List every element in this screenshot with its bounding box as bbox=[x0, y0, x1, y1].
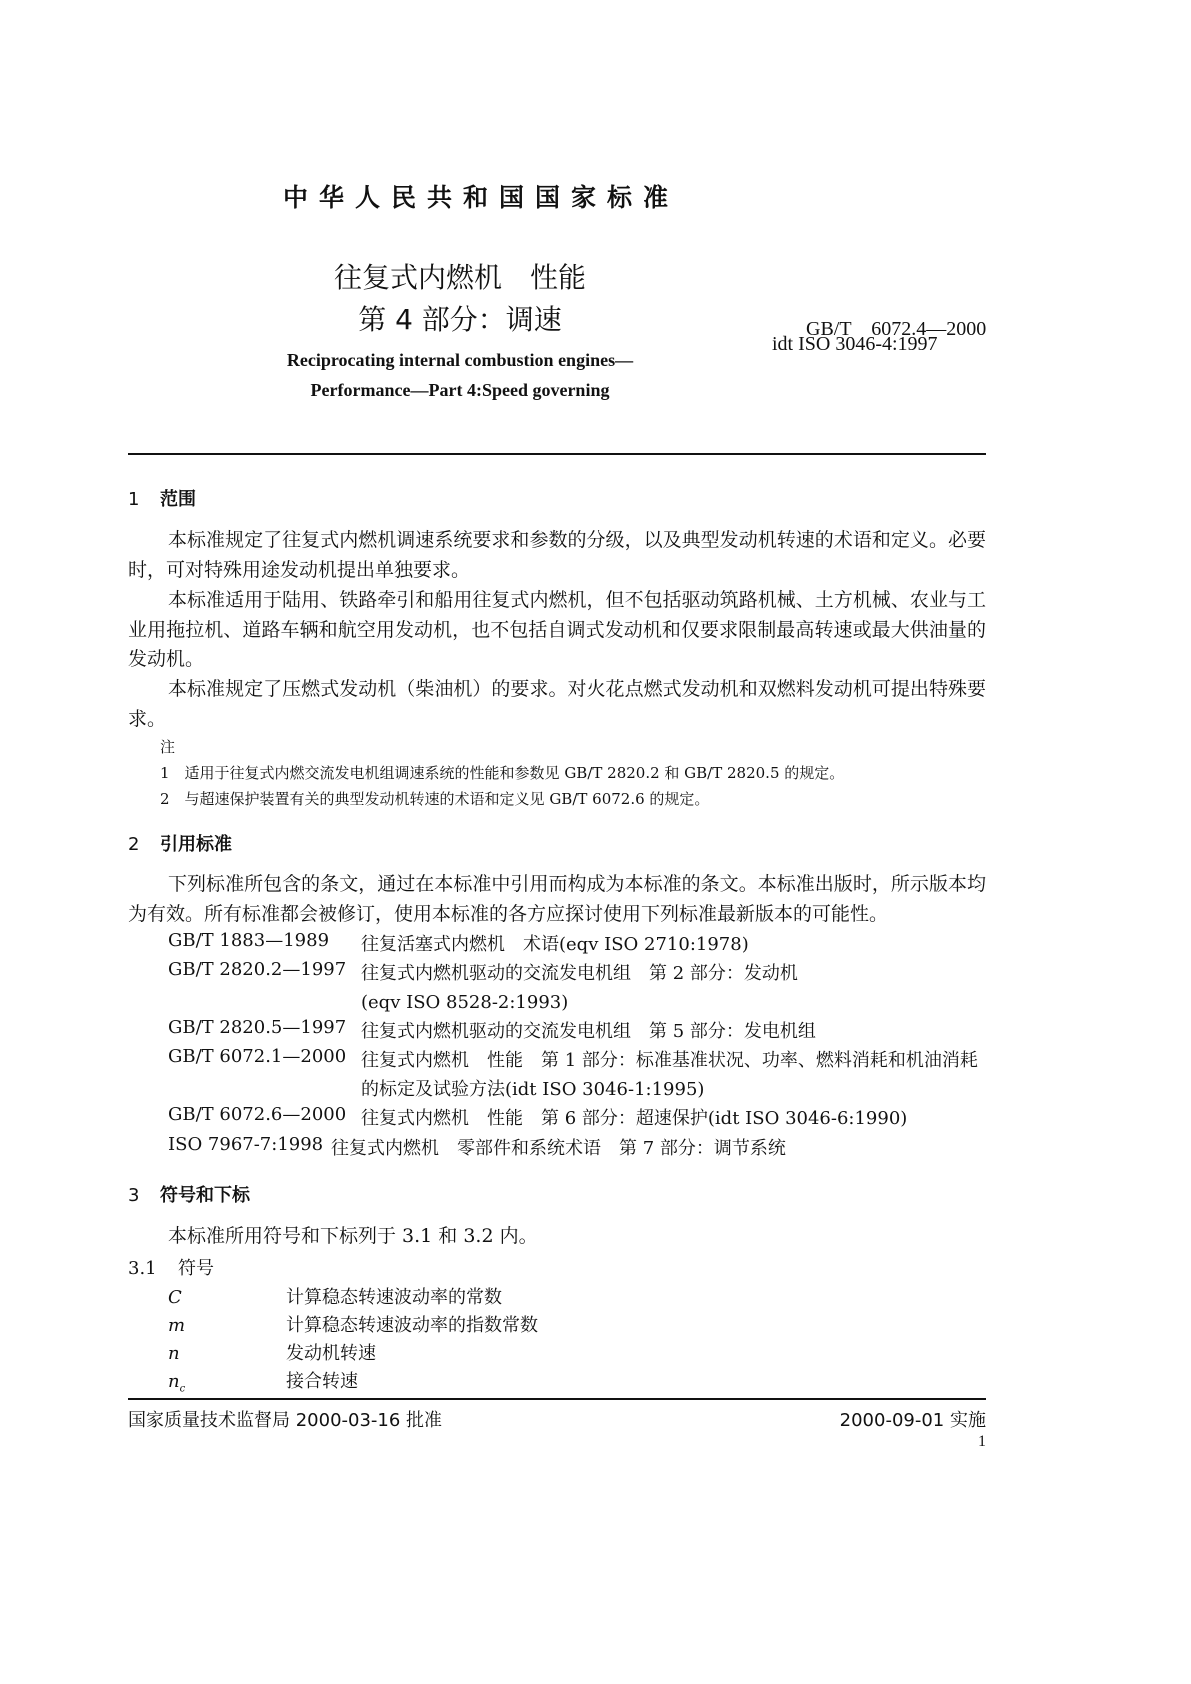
symbol-subscript: c bbox=[179, 1383, 186, 1395]
reference-item bbox=[168, 1104, 986, 1133]
english-title-line1: Reciprocating internal combustion engines— bbox=[286, 350, 634, 370]
symbol-row bbox=[168, 1283, 502, 1309]
reference-desc: 往复式内燃机驱动的交流发电机组 第 5 部分：发电机组 bbox=[361, 1021, 816, 1042]
reference-code: GB/T 6072.6—2000 bbox=[168, 1104, 347, 1125]
symbol-desc: 计算稳态转速波动率的指数常数 bbox=[286, 1315, 538, 1336]
section-3-heading bbox=[128, 1181, 250, 1207]
reference-desc: 往复活塞式内燃机 术语(eqv ISO 2710:1978) bbox=[361, 934, 749, 955]
section-number: 2 bbox=[128, 834, 140, 855]
symbol-desc: 发动机转速 bbox=[286, 1343, 376, 1364]
symbol-row bbox=[168, 1339, 376, 1365]
effective-date: 2000-09-01 实施 bbox=[839, 1410, 986, 1431]
section-number: 1 bbox=[128, 489, 140, 510]
reference-code: GB/T 6072.1—2000 bbox=[168, 1046, 347, 1067]
note-item: 1 适用于往复式内燃交流发电机组调速系统的性能和参数见 GB/T 2820.2 和 GB/T 2820.5 的规定。 bbox=[160, 764, 845, 782]
reference-desc: 往复式内燃机 性能 第 1 部分：标准基准状况、功率、燃料消耗和机油消耗的标定及试验方法(idt ISO 3046-1:1995) bbox=[361, 1050, 978, 1100]
standard-type: 中华人民共和国国家标准 bbox=[283, 183, 680, 212]
paragraph: 本标准适用于陆用、铁路牵引和船用往复式内燃机，但不包括驱动筑路机械、土方机械、农业与工业用拖拉机、道路车辆和航空用发动机，也不包括自调式发动机和仅要求限制最高转速或最大供油量的发动机。 bbox=[128, 589, 986, 670]
symbol: C bbox=[168, 1287, 182, 1308]
symbol-row bbox=[168, 1311, 538, 1337]
reference-item bbox=[168, 1046, 986, 1104]
symbol-desc: 计算稳态转速波动率的常数 bbox=[286, 1287, 502, 1308]
section-2-heading bbox=[128, 830, 232, 856]
title-line2: 第 4 部分：调速 bbox=[358, 303, 562, 336]
page-number: 1 bbox=[978, 1433, 986, 1450]
reference-code: ISO 7967-7:1998 bbox=[168, 1134, 324, 1155]
reference-code: GB/T 2820.5—1997 bbox=[168, 1017, 347, 1038]
english-title-line2: Performance—Part 4:Speed governing bbox=[310, 380, 610, 400]
reference-desc: 往复式内燃机 性能 第 6 部分：超速保护(idt ISO 3046-6:1990) bbox=[361, 1108, 908, 1129]
symbol-desc: 接合转速 bbox=[286, 1371, 358, 1392]
reference-item bbox=[168, 959, 831, 1017]
reference-desc: 往复式内燃机 零部件和系统术语 第 7 部分：调节系统 bbox=[331, 1138, 786, 1159]
symbol-base: n bbox=[168, 1371, 180, 1392]
symbol-row bbox=[168, 1367, 358, 1395]
section-number: 3 bbox=[128, 1185, 140, 1206]
note-item: 2 与超速保护装置有关的典型发动机转速的术语和定义见 GB/T 6072.6 的规定。 bbox=[160, 790, 710, 808]
symbol: n bbox=[168, 1343, 180, 1364]
reference-item bbox=[168, 1134, 956, 1163]
section-title: 引用标准 bbox=[160, 834, 232, 855]
paragraph: 本标准所用符号和下标列于 3.1 和 3.2 内。 bbox=[168, 1225, 538, 1247]
reference-desc: 往复式内燃机驱动的交流发电机组 第 2 部分：发动机 (eqv ISO 8528-2:1993) bbox=[361, 963, 798, 1013]
subsection-3-1-heading bbox=[128, 1254, 214, 1280]
note-label: 注 bbox=[160, 738, 176, 756]
standard-code: GB/T 6072.4—2000 bbox=[806, 318, 987, 340]
section-title: 范围 bbox=[160, 489, 196, 510]
footer-rule bbox=[128, 1398, 986, 1400]
paragraph: 本标准规定了往复式内燃机调速系统要求和参数的分级，以及典型发动机转速的术语和定义。必要时，可对特殊用途发动机提出单独要求。 bbox=[128, 529, 986, 581]
paragraph: 本标准规定了压燃式发动机（柴油机）的要求。对火花点燃式发动机和双燃料发动机可提出特殊要求。 bbox=[128, 678, 986, 730]
reference-item bbox=[168, 1017, 986, 1046]
symbol bbox=[168, 1371, 286, 1395]
adoption-code: idt ISO 3046-4:1997 bbox=[772, 333, 938, 355]
symbol: m bbox=[168, 1315, 186, 1336]
reference-item bbox=[168, 930, 986, 959]
reference-code: GB/T 1883—1989 bbox=[168, 930, 330, 951]
title-line1: 往复式内燃机 性能 bbox=[333, 261, 586, 294]
section-title: 符号和下标 bbox=[160, 1185, 250, 1206]
approval-date: 国家质量技术监督局 2000-03-16 批准 bbox=[128, 1410, 443, 1431]
section-1-heading bbox=[128, 485, 196, 511]
subsection-title: 符号 bbox=[178, 1258, 214, 1279]
paragraph: 下列标准所包含的条文，通过在本标准中引用而构成为本标准的条文。本标准出版时，所示版本均为有效。所有标准都会被修订，使用本标准的各方应探讨使用下列标准最新版本的可能性。 bbox=[128, 873, 986, 925]
reference-code: GB/T 2820.2—1997 bbox=[168, 959, 347, 980]
header-rule bbox=[128, 453, 986, 455]
subsection-number: 3.1 bbox=[128, 1258, 157, 1279]
